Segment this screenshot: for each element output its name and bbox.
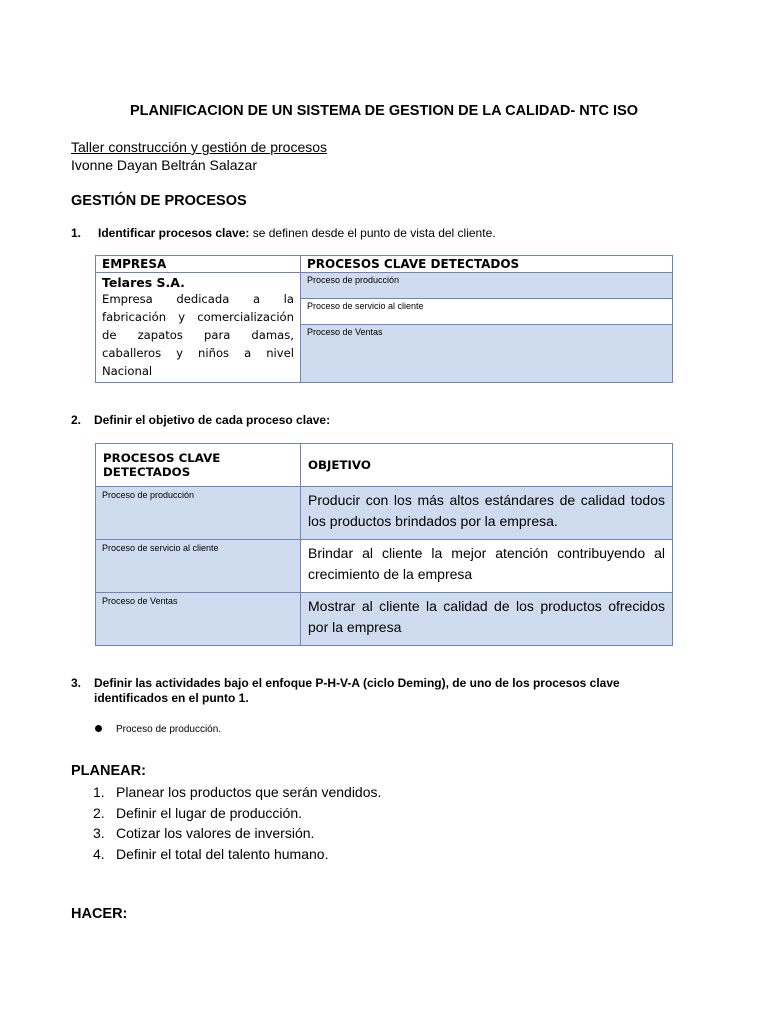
list-number: 3. [93, 825, 105, 841]
planear-heading: PLANEAR: [71, 763, 146, 779]
item-3-number: 3. [71, 676, 82, 690]
list-number: 4. [93, 845, 105, 862]
header-objetivo: OBJETIVO [301, 444, 673, 487]
planear-list [71, 782, 381, 864]
item-3-bold-line2: identificados en el punto 1. [94, 691, 249, 705]
company-desc-line: Nacional [102, 364, 153, 378]
company-desc-line: fabricación y comercialización [102, 310, 294, 324]
list-text: Planear los productos que serán vendidos. [116, 784, 382, 800]
company-desc-line: Empresa dedicada a la [102, 292, 294, 306]
list-text: Cotizar los valores de inversión. [116, 825, 315, 841]
header-empresa: EMPRESA [96, 256, 301, 273]
list-item [93, 844, 381, 865]
item-1-bold: Identificar procesos clave: [98, 226, 250, 240]
process-objective: Producir con los más altos estándares de calidad todos los productos brindados por la empresa. [301, 487, 673, 540]
author-name: Ivonne Dayan Beltrán Salazar [71, 157, 257, 173]
process-objective: Mostrar al cliente la calidad de los productos ofrecidos por la empresa [301, 593, 673, 646]
process-cell: Proceso de producción [301, 273, 673, 299]
table-row [96, 487, 673, 540]
item-1-number: 1. [71, 226, 82, 240]
process-name: Proceso de servicio al cliente [96, 540, 301, 593]
bullet-text: Proceso de producción. [116, 724, 222, 735]
list-text: Definir el total del talento humano. [116, 845, 329, 862]
item-1 [71, 226, 496, 240]
company-name: Telares S.A. [102, 275, 185, 290]
table-row [96, 540, 673, 593]
document-title: PLANIFICACION DE UN SISTEMA DE GESTION DE LA CALIDAD- NTC ISO [129, 103, 639, 119]
hacer-heading: HACER: [71, 906, 128, 922]
item-3 [71, 676, 620, 690]
process-name: Proceso de Ventas [96, 593, 301, 646]
objectives-table [95, 443, 673, 646]
process-cell: Proceso de Ventas [301, 325, 673, 383]
table-row [96, 593, 673, 646]
header-procesos: PROCESOS CLAVE DETECTADOS [301, 256, 673, 273]
item-2 [71, 413, 330, 427]
header-procesos-detectados: PROCESOS CLAVE DETECTADOS [96, 444, 301, 487]
process-objective: Brindar al cliente la mejor atención contribuyendo al crecimiento de la empresa [301, 540, 673, 593]
item-2-number: 2. [71, 413, 82, 427]
item-3-continued [94, 691, 249, 705]
item-2-bold: Definir el objetivo de cada proceso clave: [94, 413, 331, 427]
list-text: Definir el lugar de producción. [116, 804, 302, 821]
company-desc-line: de zapatos para damas, [102, 328, 294, 342]
bullet-item [95, 724, 221, 735]
process-cell: Proceso de servicio al cliente [301, 299, 673, 325]
list-item [93, 782, 382, 803]
list-item [93, 823, 381, 844]
company-cell [96, 273, 301, 383]
process-name: Proceso de producción [96, 487, 301, 540]
list-number: 2. [93, 804, 105, 821]
list-item [93, 803, 381, 824]
bullet-dot-icon [95, 725, 102, 732]
item-1-text: se definen desde el punto de vista del cliente. [249, 226, 496, 240]
company-desc-line: caballeros y niños a nivel [102, 346, 294, 360]
section-heading: GESTIÓN DE PROCESOS [71, 193, 247, 209]
key-processes-table [95, 255, 673, 383]
list-number: 1. [93, 784, 105, 800]
item-3-bold-line1: Definir las actividades bajo el enfoque P-H-V-A (ciclo Deming), de uno de los procesos clave [94, 676, 620, 690]
workshop-subtitle: Taller construcción y gestión de procesos [71, 139, 328, 155]
